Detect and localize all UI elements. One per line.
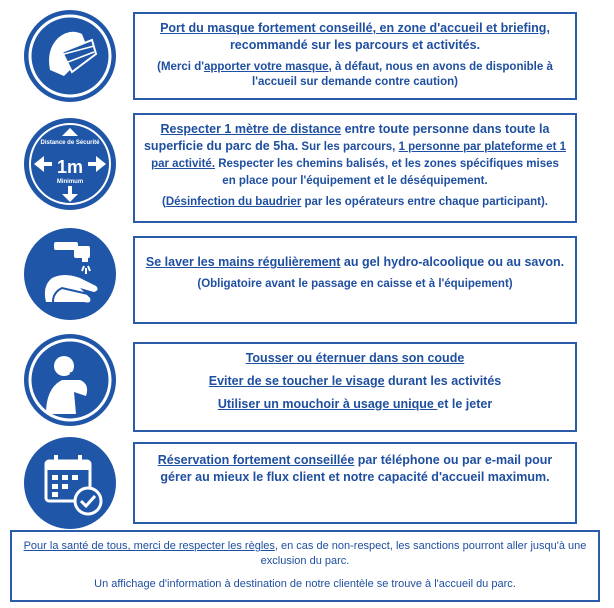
booking-rule-box (133, 442, 577, 524)
cough-elbow-icon (24, 334, 116, 426)
hands-rule-emphasis: Se laver les mains régulièrement (145, 255, 341, 269)
distance-rule-emphasis: Respecter 1 mètre de distance (160, 122, 342, 136)
distance-rule-text: entre toute personne dans toute la superficie du parc de 5ha. (143, 122, 550, 153)
cough-rule-line-3-emphasis: Utiliser un mouchoir à usage unique (217, 397, 438, 411)
distance-label-mid: 1m (56, 157, 84, 177)
mask-note-open: (Merci d' (157, 61, 204, 73)
distance-note-text: par les opérateurs entre chaque participant). (301, 196, 548, 208)
mask-rule-emphasis: Port du masque fortement conseillé, en zone d'accueil et briefing (160, 21, 547, 35)
mask-rule-text: , recommandé sur les parcours et activités. (229, 21, 550, 52)
distance-rule-box (133, 113, 577, 223)
distance-label-top: Distance de Sécurité (40, 140, 100, 146)
distance-rule-text-3: Respecter les chemins balisés, et les zones spécifiques mises en place pour l'équipement et le déséquipement. (215, 158, 559, 187)
hands-rule-box (133, 236, 577, 324)
cough-rule-line-1: Tousser ou éternuer dans son coude (245, 351, 465, 365)
hand-washing-icon (24, 228, 116, 320)
mask-rule-box (133, 12, 577, 100)
distance-rule-text-2: Sur les parcours, (298, 141, 399, 153)
distance-label-bottom: Minimum (56, 179, 84, 185)
mask-note-emphasis: apporter votre masque (203, 61, 329, 73)
footer-notice-box (10, 530, 600, 602)
footer-info-text: Un affichage d'information à destination de notre clientèle se trouve à l'accueil du parc. (94, 578, 516, 590)
distance-rule-emphasis-2: 1 personne par plateforme et 1 par activité. (151, 141, 567, 170)
booking-rule-emphasis: Réservation fortement conseillée (157, 453, 355, 467)
cough-rule-line-2-text: durant les activités (384, 374, 502, 388)
footer-rule-emphasis: Pour la santé de tous, merci de respecter les règles (23, 540, 275, 552)
calendar-check-icon (24, 437, 116, 529)
booking-rule-text: par téléphone ou par e-mail pour gérer au mieux le flux client et notre capacité d'accueil maximum. (160, 453, 553, 484)
mask-note-text: , à défaut, nous en avons de disponible à l'accueil sur demande contre caution) (252, 61, 553, 88)
hands-note: (Obligatoire avant le passage en caisse et à l'équipement) (197, 278, 513, 290)
hands-rule-text: au gel hydro-alcoolique ou au savon. (340, 255, 565, 269)
cough-rule-line-3-text: et le jeter (437, 397, 493, 411)
mask-icon (24, 10, 116, 102)
cough-rule-box (133, 342, 577, 432)
distance-arrows-icon (24, 118, 116, 210)
footer-rule-text: , en cas de non-respect, les sanctions pourront aller jusqu'à une exclusion du parc. (260, 540, 587, 567)
cough-rule-line-2-emphasis: Eviter de se toucher le visage (208, 374, 385, 388)
distance-note-open: ( (162, 196, 166, 208)
distance-note-emphasis: Désinfection du baudrier (165, 196, 302, 208)
